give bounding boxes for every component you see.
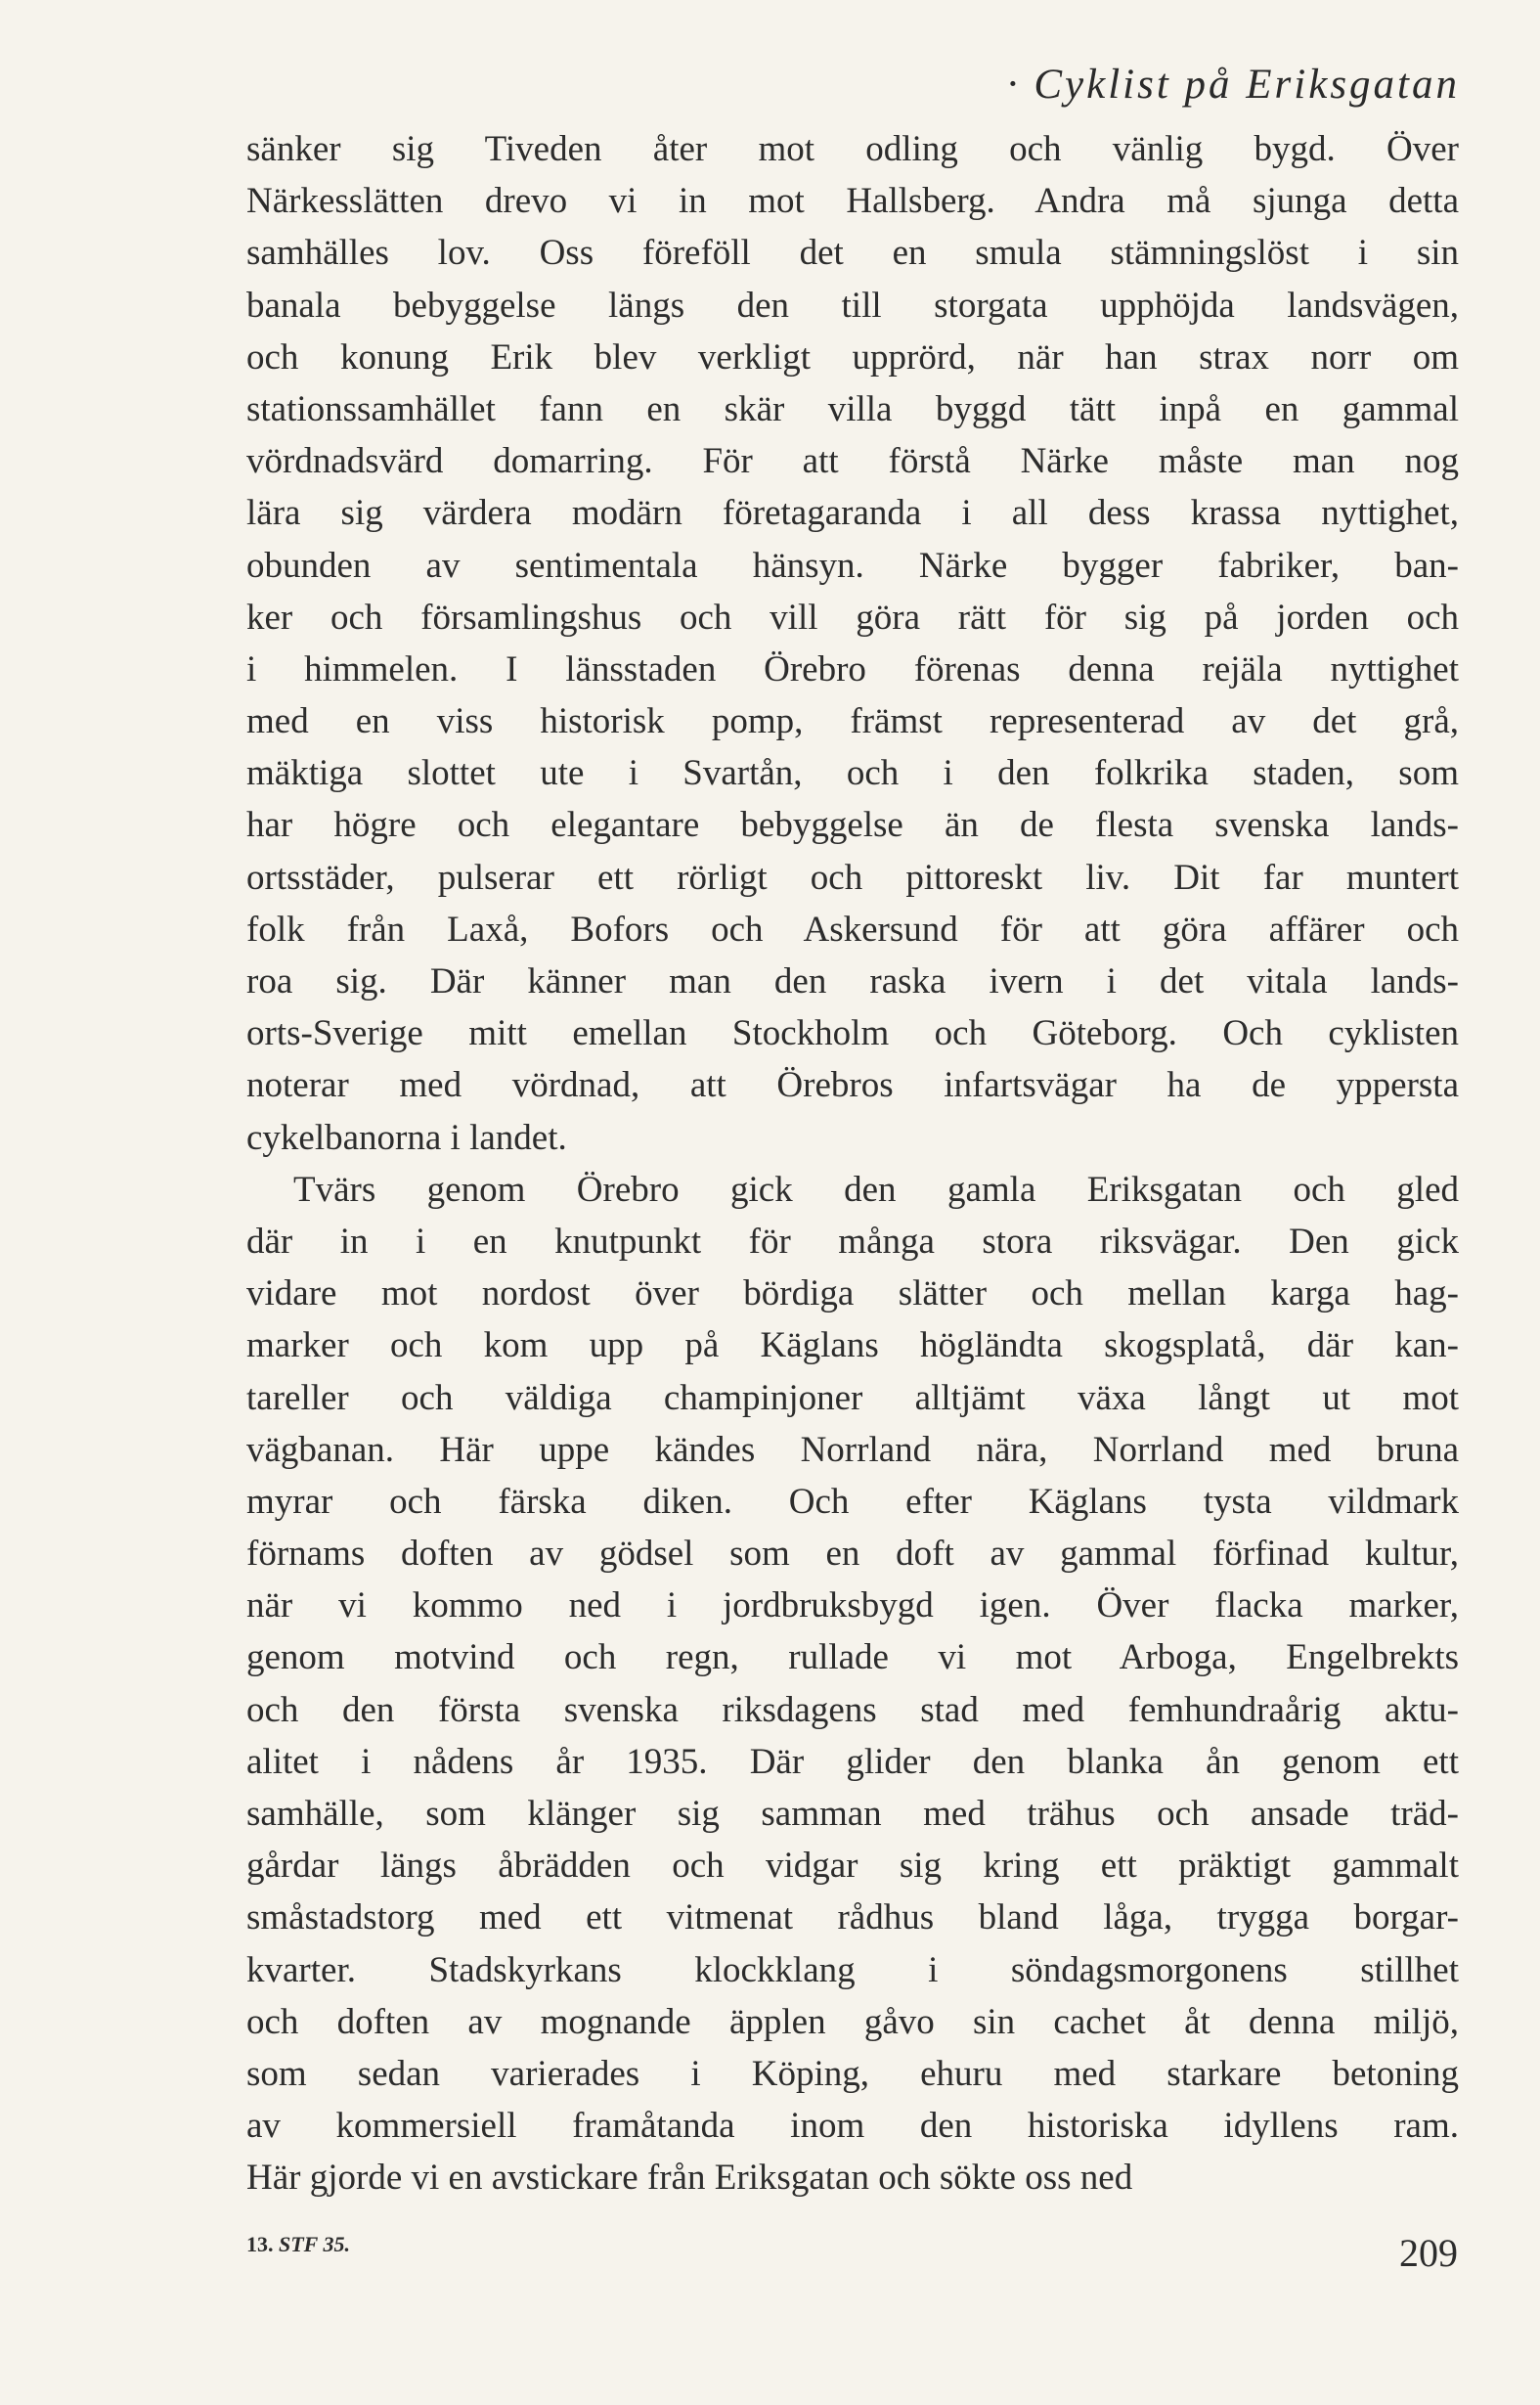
text-line: samhälles lov. Oss föreföll det en smula stämningslöst i sin bbox=[246, 233, 1459, 274]
text-line: vidare mot nordost över bördiga slätter och mellan karga hag- bbox=[246, 1273, 1459, 1314]
signature-number: 13. bbox=[246, 2232, 274, 2256]
text-line: med en viss historisk pomp, främst representerad av det grå, bbox=[246, 701, 1459, 742]
text-line: genom motvind och regn, rullade vi mot Arboga, Engelbrekts bbox=[246, 1637, 1459, 1678]
text-line: ortsstäder, pulserar ett rörligt och pittoreskt liv. Dit far muntert bbox=[246, 857, 1459, 898]
text-line: orts-Sverige mitt emellan Stockholm och Göteborg. Och cyklisten bbox=[246, 1013, 1459, 1054]
text-line: och den första svenska riksdagens stad med femhundraårig aktu- bbox=[246, 1689, 1459, 1730]
text-line: sänker sig Tiveden åter mot odling och vänlig bygd. Över bbox=[246, 129, 1459, 169]
text-line: förnams doften av gödsel som en doft av gammal förfinad kultur, bbox=[246, 1534, 1459, 1575]
text-line: samhälle, som klänger sig samman med trähus och ansade träd- bbox=[246, 1794, 1459, 1834]
text-line: vördnadsvärd domarring. För att förstå Närke måste man nog bbox=[246, 441, 1459, 482]
text-line: lära sig värdera modärn företagaranda i all dess krassa nyttighet, bbox=[246, 493, 1459, 534]
text-line: cykelbanorna i landet. bbox=[246, 1117, 567, 1158]
paragraph-2 bbox=[246, 1164, 1459, 2205]
text-line: vägbanan. Här uppe kändes Norrland nära, Norrland med bruna bbox=[246, 1429, 1459, 1470]
text-line: obunden av sentimentala hänsyn. Närke bygger fabriker, ban- bbox=[246, 545, 1459, 586]
text-line: som sedan varierades i Köping, ehuru med starkare betoning bbox=[246, 2053, 1459, 2094]
text-line: i himmelen. I länsstaden Örebro förenas denna rejäla nyttighet bbox=[246, 648, 1459, 690]
text-line: noterar med vördnad, att Örebros infartsvägar ha de yppersta bbox=[246, 1065, 1459, 1106]
text-line: när vi kommo ned i jordbruksbygd igen. Över flacka marker, bbox=[246, 1585, 1459, 1626]
text-line: folk från Laxå, Bofors och Askersund för att göra affärer och bbox=[246, 909, 1459, 950]
paragraph-1 bbox=[246, 123, 1459, 1164]
body-text bbox=[246, 123, 1459, 2205]
text-line: tareller och väldiga champinjoner alltjämt växa långt ut mot bbox=[246, 1377, 1459, 1418]
page-number: 209 bbox=[1399, 2231, 1458, 2275]
text-line: banala bebyggelse längs den till storgata upphöjda landsvägen, bbox=[246, 285, 1459, 326]
text-line: småstadstorg med ett vitmenat rådhus bland låga, trygga borgar- bbox=[246, 1897, 1459, 1938]
text-line: roa sig. Där känner man den raska ivern i det vitala lands- bbox=[246, 961, 1459, 1002]
printer-signature bbox=[246, 2232, 350, 2257]
text-line: myrar och färska diken. Och efter Käglans tysta vildmark bbox=[246, 1481, 1459, 1522]
text-line: där in i en knutpunkt för många stora riksvägar. Den gick bbox=[246, 1221, 1459, 1262]
text-line: gårdar längs åbrädden och vidgar sig kring ett präktigt gammalt bbox=[246, 1846, 1459, 1887]
text-line: Här gjorde vi en avstickare från Eriksgatan och sökte oss ned bbox=[246, 2158, 1133, 2199]
text-line: alitet i nådens år 1935. Där glider den blanka ån genom ett bbox=[246, 1741, 1459, 1782]
running-head: · Cyklist på Eriksgatan bbox=[1006, 62, 1460, 108]
text-line: Närkesslätten drevo vi in mot Hallsberg. Andra må sjunga detta bbox=[246, 181, 1459, 222]
text-line: av kommersiell framåtanda inom den historiska idyllens ram. bbox=[246, 2106, 1459, 2147]
text-line: kvarter. Stadskyrkans klockklang i söndagsmorgonens stillhet bbox=[246, 1949, 1459, 1990]
text-line: och konung Erik blev verkligt upprörd, när han strax norr om bbox=[246, 336, 1459, 378]
signature-text: STF 35. bbox=[279, 2232, 350, 2256]
text-line: marker och kom upp på Käglans högländta skogsplatå, där kan- bbox=[246, 1325, 1459, 1366]
text-line: och doften av mognande äpplen gåvo sin cachet åt denna miljö, bbox=[246, 2001, 1459, 2042]
text-line: mäktiga slottet ute i Svartån, och i den folkrika staden, som bbox=[246, 753, 1459, 794]
text-line: ker och församlingshus och vill göra rätt för sig på jorden och bbox=[246, 597, 1459, 638]
text-line: Tvärs genom Örebro gick den gamla Eriksgatan och gled bbox=[293, 1169, 1459, 1210]
text-line: stationssamhället fann en skär villa byggd tätt inpå en gammal bbox=[246, 388, 1459, 429]
text-line: har högre och elegantare bebyggelse än de flesta svenska lands- bbox=[246, 805, 1459, 846]
